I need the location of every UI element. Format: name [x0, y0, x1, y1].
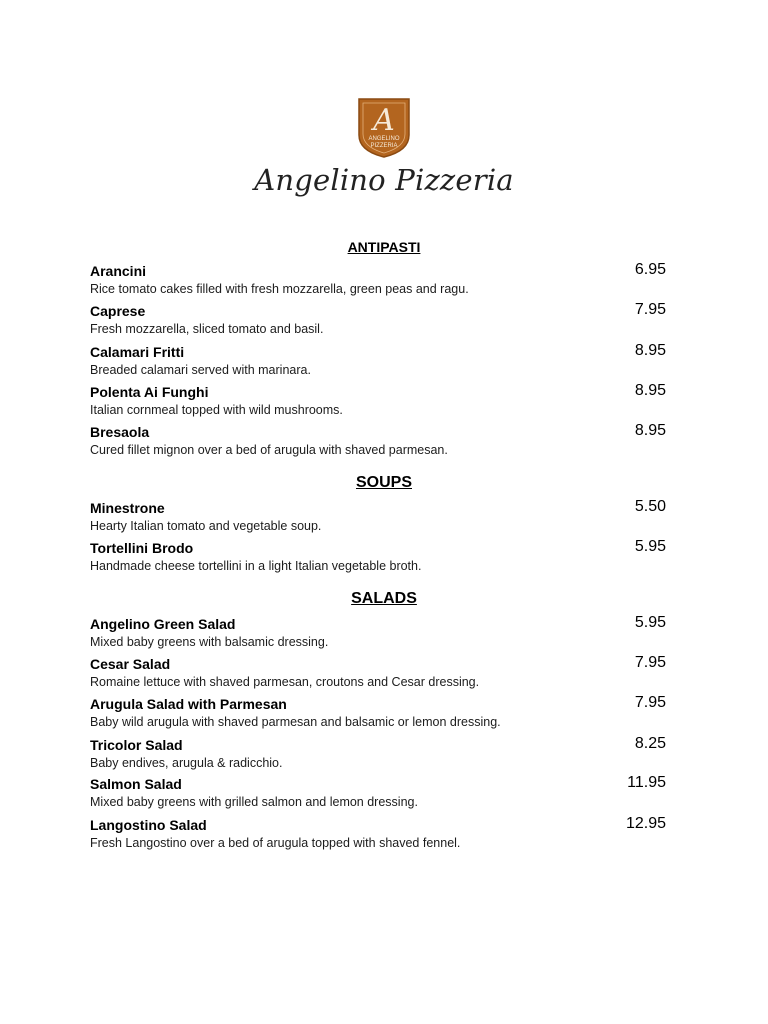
- item-name: Langostino Salad: [90, 817, 207, 833]
- section-title-soups: SOUPS: [355, 474, 412, 491]
- menu-item: [90, 696, 670, 732]
- item-name: Salmon Salad: [90, 776, 182, 792]
- menu-item: [90, 540, 670, 576]
- item-description: Mixed baby greens with grilled salmon and lemon dressing.: [90, 795, 418, 809]
- menu-item: [90, 656, 670, 692]
- item-price: 5.95: [634, 538, 666, 555]
- item-price: 8.95: [634, 422, 666, 439]
- section-title-salads: SALADS: [351, 590, 417, 607]
- item-name: Angelino Green Salad: [90, 616, 236, 632]
- item-price: 6.95: [634, 261, 666, 278]
- item-name: Minestrone: [90, 500, 165, 516]
- menu-item: [90, 303, 670, 339]
- section-title-antipasti: ANTIPASTI: [347, 239, 421, 255]
- menu-item: [90, 263, 670, 299]
- item-price: 5.95: [634, 614, 666, 631]
- restaurant-logo: [249, 95, 519, 205]
- item-price: 7.95: [634, 654, 666, 671]
- item-description: Romaine lettuce with shaved parmesan, croutons and Cesar dressing.: [90, 675, 480, 689]
- item-name: Calamari Fritti: [90, 344, 185, 360]
- item-price: 7.95: [634, 694, 666, 711]
- item-description: Italian cornmeal topped with wild mushrooms.: [90, 403, 343, 417]
- menu-item: [90, 737, 670, 773]
- item-description: Cured fillet mignon over a bed of arugula with shaved parmesan.: [90, 443, 448, 457]
- item-description: Baby endives, arugula & radicchio.: [90, 756, 283, 770]
- item-price: 7.95: [634, 301, 666, 318]
- menu-item: [90, 344, 670, 380]
- menu-item: [90, 776, 670, 812]
- item-description: Rice tomato cakes filled with fresh mozzarella, green peas and ragu.: [90, 282, 469, 296]
- brand-name: Angelino Pizzeria: [254, 163, 514, 197]
- item-name: Tricolor Salad: [90, 737, 183, 753]
- item-name: Caprese: [90, 303, 146, 319]
- item-price: 5.50: [634, 498, 666, 515]
- item-price: 8.95: [634, 382, 666, 399]
- item-description: Fresh mozzarella, sliced tomato and basil.: [90, 322, 324, 336]
- item-price: 8.95: [634, 342, 666, 359]
- menu-item: [90, 500, 670, 536]
- emblem-line2: PIZZERIA: [370, 143, 398, 149]
- menu-item: [90, 616, 670, 652]
- shield-logo-icon: [356, 97, 412, 159]
- item-name: Arugula Salad with Parmesan: [90, 696, 287, 712]
- item-name: Arancini: [90, 263, 147, 279]
- emblem-line1: ANGELINO: [368, 136, 400, 142]
- item-price: 12.95: [625, 815, 666, 832]
- item-price: 11.95: [627, 774, 666, 791]
- item-description: Handmade cheese tortellini in a light Italian vegetable broth.: [90, 559, 422, 573]
- item-description: Mixed baby greens with balsamic dressing.: [90, 635, 329, 649]
- item-price: 8.25: [634, 735, 666, 752]
- emblem-letter: A: [373, 103, 395, 138]
- item-description: Fresh Langostino over a bed of arugula topped with shaved fennel.: [90, 836, 461, 850]
- menu-item: [90, 424, 670, 460]
- menu-item: [90, 384, 670, 420]
- item-name: Tortellini Brodo: [90, 540, 194, 556]
- item-name: Bresaola: [90, 424, 150, 440]
- item-description: Hearty Italian tomato and vegetable soup.: [90, 519, 322, 533]
- item-description: Breaded calamari served with marinara.: [90, 363, 311, 377]
- item-description: Baby wild arugula with shaved parmesan and balsamic or lemon dressing.: [90, 715, 501, 729]
- item-name: Cesar Salad: [90, 656, 171, 672]
- menu-item: [90, 817, 670, 853]
- item-name: Polenta Ai Funghi: [90, 384, 209, 400]
